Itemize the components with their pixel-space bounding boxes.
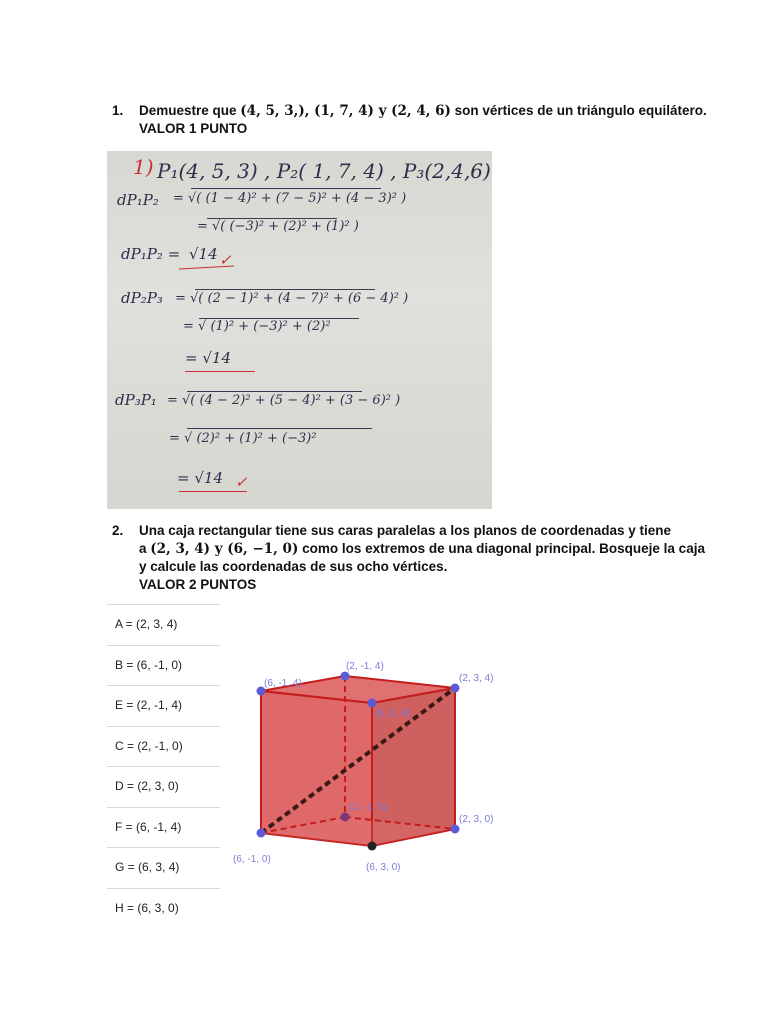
hw-d12-line1: = √( (1 − 4)² + (7 − 5)² + (4 − 3)² ) bbox=[173, 191, 407, 206]
list-item: H = (6, 3, 0) bbox=[107, 888, 220, 929]
question-1-math: (4, 5, 3,), (1, 7, 4) y (2, 4, 6) bbox=[240, 103, 451, 119]
question-2-value: VALOR 2 PUNTOS bbox=[139, 577, 257, 592]
hw-question-number: 1) bbox=[133, 155, 154, 179]
vertex-point bbox=[257, 829, 266, 838]
label-hidden-bottom: (2, -1, 0) bbox=[349, 802, 387, 813]
question-2-line-1: Una caja rectangular tiene sus caras paralelas a los planos de coordenadas y tiene bbox=[139, 523, 671, 538]
question-2-math: (2, 3, 4) y (6, −1, 0) bbox=[150, 541, 299, 557]
hw-d23-label: dP₂P₃ bbox=[121, 289, 163, 307]
vertex-point bbox=[368, 842, 377, 851]
list-item: D = (2, 3, 0) bbox=[107, 766, 220, 807]
question-1-text-before: Demuestre que bbox=[139, 103, 241, 118]
hw-d23-line2: = √ (1)² + (−3)² + (2)² bbox=[183, 319, 331, 334]
question-1-value: VALOR 1 PUNTO bbox=[139, 121, 248, 136]
list-item: G = (6, 3, 4) bbox=[107, 847, 220, 888]
hw-d31-line2: = √ (2)² + (1)² + (−3)² bbox=[169, 431, 317, 446]
label-bottom-right: (2, 3, 0) bbox=[459, 814, 494, 825]
vertex-point bbox=[451, 684, 460, 693]
vertex-point bbox=[368, 699, 377, 708]
question-1-text-after: son vértices de un triángulo equilátero. bbox=[450, 103, 707, 118]
label-bottom-front: (6, 3, 0) bbox=[366, 862, 401, 873]
list-item: E = (2, -1, 4) bbox=[107, 685, 220, 726]
hw-points: P₁(4, 5, 3) , P₂( 1, 7, 4) , P₃(2,4,6) bbox=[157, 159, 491, 183]
hw-d12-result-label: dP₁P₂ = bbox=[121, 245, 181, 263]
vertex-point bbox=[341, 813, 350, 822]
hw-d23-result: = √14 bbox=[185, 349, 231, 367]
checkmark-1: ✓ bbox=[219, 251, 232, 269]
question-2-number: 2. bbox=[112, 523, 124, 538]
hw-d31-result: = √14 bbox=[177, 469, 223, 487]
hw-d31-label: dP₃P₁ bbox=[115, 391, 157, 409]
question-2-line-3: y calcule las coordenadas de sus ocho vértices. bbox=[139, 559, 448, 574]
label-top-front: (6, 3, 4) bbox=[375, 708, 410, 719]
label-top-back-center: (2, -1, 4) bbox=[346, 661, 384, 672]
label-top-right: (2, 3, 4) bbox=[459, 673, 494, 684]
list-item: C = (2, -1, 0) bbox=[107, 726, 220, 767]
list-item: A = (2, 3, 4) bbox=[107, 604, 220, 645]
hw-d31-line1: = √( (4 − 2)² + (5 − 4)² + (3 − 6)² ) bbox=[167, 393, 401, 408]
vertex-point bbox=[341, 672, 350, 681]
label-top-back-left: (6, -1, 4) bbox=[264, 678, 302, 689]
vertex-point bbox=[451, 825, 460, 834]
question-1-number: 1. bbox=[112, 103, 124, 118]
hw-d12-line2: = √( (−3)² + (2)² + (1)² ) bbox=[197, 219, 359, 234]
list-item: B = (6, -1, 0) bbox=[107, 645, 220, 686]
list-item: F = (6, -1, 4) bbox=[107, 807, 220, 848]
question-2-line-2-post: como los extremos de una diagonal principal. Bosqueje la caja bbox=[298, 541, 705, 556]
hw-d12-result: √14 bbox=[189, 245, 218, 263]
hw-d23-line1: = √( (2 − 1)² + (4 − 7)² + (6 − 4)² ) bbox=[175, 291, 409, 306]
question-2-line-2-pre: a bbox=[139, 541, 151, 556]
checkmark-3: ✓ bbox=[235, 473, 248, 491]
label-bottom-left: (6, -1, 0) bbox=[233, 854, 271, 865]
hw-d12-label: dP₁P₂ bbox=[117, 191, 159, 209]
